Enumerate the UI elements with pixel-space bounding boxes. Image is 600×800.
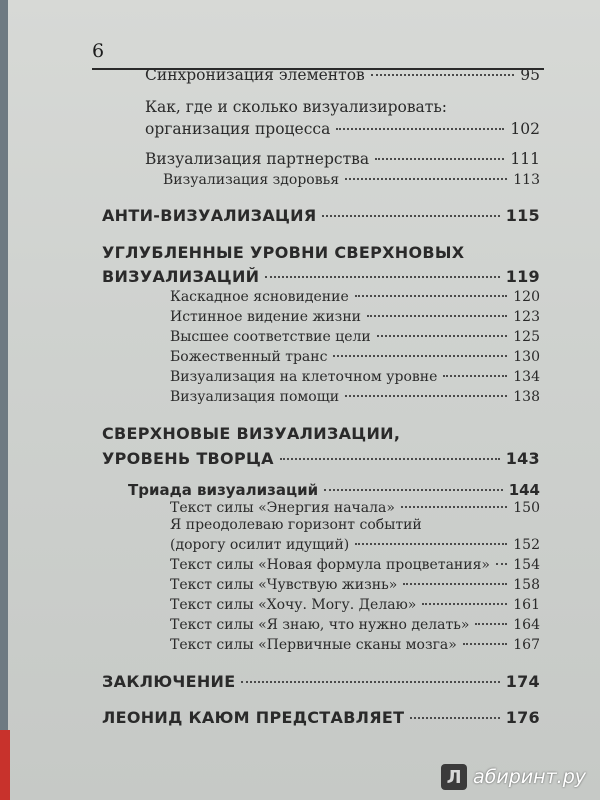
leader-dots [463, 643, 507, 645]
leader-dots [336, 128, 504, 130]
toc-entry [145, 150, 540, 168]
toc-entry-page: 158 [513, 577, 540, 593]
leader-dots [422, 603, 507, 605]
watermark [441, 764, 586, 790]
leader-dots [475, 623, 507, 625]
toc-entry-title: Визуализация здоровья [163, 172, 340, 188]
toc-entry-title: Текст силы «Новая формула процветания» [170, 557, 490, 573]
toc-entry [170, 597, 540, 613]
leader-dots [410, 717, 499, 719]
toc-entry-page: 134 [513, 369, 540, 385]
leader-dots [371, 74, 514, 76]
toc-entry-page: 111 [510, 150, 540, 168]
leader-dots [377, 335, 508, 337]
toc-entry-title: Синхронизация элементов [145, 66, 365, 84]
toc-entry-title: Текст силы «Хочу. Могу. Делаю» [170, 597, 417, 613]
toc-entry-page: 143 [505, 449, 540, 468]
toc-entry-title: Текст силы «Первичные сканы мозга» [170, 637, 457, 653]
toc-entry-title: Текст силы «Чувствую жизнь» [170, 577, 398, 593]
toc-entry-page: 125 [513, 329, 540, 345]
toc-entry-title: Текст силы «Я знаю, что нужно делать» [170, 617, 470, 633]
toc-entry-title: Истинное видение жизни [170, 309, 361, 325]
toc-entry [170, 309, 540, 325]
toc-entry-page: 164 [513, 617, 540, 633]
toc-entry [170, 349, 540, 365]
toc-entry-page: 130 [513, 349, 540, 365]
toc-entry-page: 161 [513, 597, 540, 613]
toc-entry-title: Визуализация на клеточном уровне [170, 369, 438, 385]
toc-entry-page: 176 [505, 708, 540, 727]
toc-entry-title: Каскадное ясновидение [170, 289, 349, 305]
toc-entry-page: 119 [505, 267, 540, 286]
toc-entry-page: 120 [513, 289, 540, 305]
leader-dots [280, 458, 500, 460]
toc-entry-page: 167 [513, 637, 540, 653]
leader-dots [355, 543, 507, 545]
leader-dots [367, 315, 507, 317]
toc-subsection-title: Триада визуализаций [128, 481, 319, 499]
toc-entry-page: 150 [513, 500, 540, 516]
toc-entry [163, 172, 540, 188]
toc-entry [170, 329, 540, 345]
leader-dots [345, 178, 507, 180]
toc-entry [170, 289, 540, 305]
toc-entry [170, 557, 540, 573]
toc-entry-title-line1: Я преодолеваю горизонт событий [170, 517, 422, 533]
toc-section-title: ЗАКЛЮЧЕНИЕ [102, 672, 236, 691]
toc-entry-title: Текст силы «Энергия начала» [170, 500, 395, 516]
leader-dots [496, 563, 507, 565]
toc-section [102, 449, 540, 468]
toc-entry [170, 369, 540, 385]
toc-section-title-line1: УГЛУБЛЕННЫЕ УРОВНИ СВЕРХНОВЫХ [102, 243, 465, 262]
toc-entry [170, 389, 540, 405]
toc-entry-page: 113 [513, 172, 540, 188]
leader-dots [324, 489, 503, 491]
toc-entry-page: 123 [513, 309, 540, 325]
toc-section-title-line1: СВЕРХНОВЫЕ ВИЗУАЛИЗАЦИИ, [102, 424, 401, 443]
toc-entry [170, 637, 540, 653]
toc-section [102, 267, 540, 286]
toc-entry-page: 102 [510, 120, 540, 138]
leader-dots [403, 583, 507, 585]
leader-dots [375, 158, 504, 160]
toc-entry-page: 174 [505, 672, 540, 691]
toc-entry [170, 537, 540, 553]
toc-entry-title: (дорогу осилит идущий) [170, 537, 350, 553]
toc-subsection [128, 481, 540, 499]
labirint-logo-icon: Л [441, 764, 467, 790]
leader-dots [345, 395, 507, 397]
toc-entry-page: 152 [513, 537, 540, 553]
toc-section-title: АНТИ-ВИЗУАЛИЗАЦИЯ [102, 206, 317, 225]
toc-entry-title: организация процесса [145, 120, 331, 138]
page-number: 6 [92, 40, 105, 62]
toc-entry-page: 154 [513, 557, 540, 573]
toc-entry [170, 617, 540, 633]
toc-entry [145, 66, 540, 84]
leader-dots [401, 506, 507, 508]
watermark-text: абиринт.ру [473, 766, 586, 788]
toc-entry-title-line1: Как, где и сколько визуализировать: [145, 98, 448, 116]
toc-entry-page: 95 [520, 66, 540, 84]
leader-dots [443, 375, 507, 377]
toc-entry-page: 144 [508, 481, 540, 499]
toc-entry [170, 577, 540, 593]
leader-dots [355, 295, 508, 297]
toc-entry-title: Божественный транс [170, 349, 328, 365]
toc-entry-title: Визуализация партнерства [145, 150, 370, 168]
leader-dots [241, 681, 499, 683]
toc-entry-page: 115 [505, 206, 540, 225]
toc-section-title: УРОВЕНЬ ТВОРЦА [102, 449, 274, 468]
toc-entry [170, 500, 540, 516]
toc-entry [145, 120, 540, 138]
leader-dots [333, 355, 507, 357]
leader-dots [265, 276, 499, 278]
toc-section [102, 206, 540, 225]
toc-section-title: ЛЕОНИД КАЮМ ПРЕДСТАВЛЯЕТ [102, 708, 405, 727]
toc-section [102, 672, 540, 691]
toc-entry-page: 138 [513, 389, 540, 405]
toc-entry-title: Высшее соответствие цели [170, 329, 371, 345]
leader-dots [322, 215, 499, 217]
toc-section [102, 708, 540, 727]
toc-section-title: ВИЗУАЛИЗАЦИЙ [102, 267, 260, 286]
toc-entry-title: Визуализация помощи [170, 389, 340, 405]
